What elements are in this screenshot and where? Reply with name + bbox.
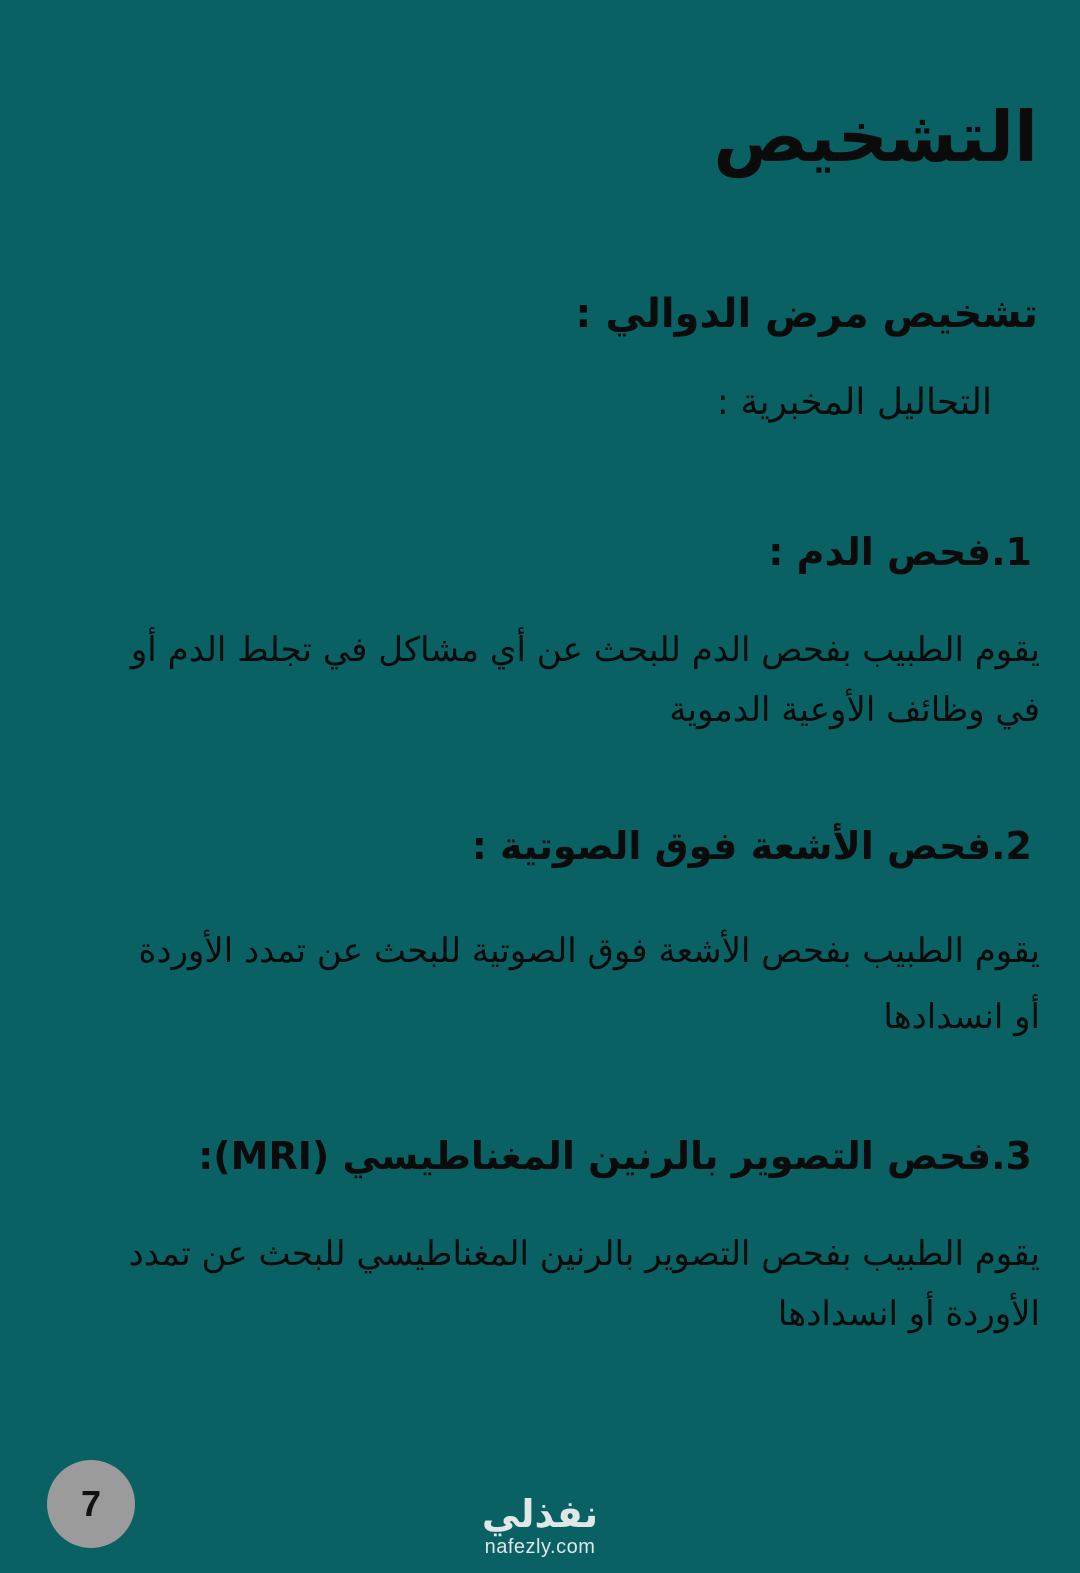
section-body-blood-test: يقوم الطبيب بفحص الدم للبحث عن أي مشاكل في تجلط الدم أو في وظائف الأوعية الدموية: [130, 630, 1040, 730]
page-number-badge: 7: [47, 1460, 135, 1548]
section-body-ultrasound: يقوم الطبيب بفحص الأشعة فوق الصوتية للبحث عن تمدد الأوردة أو انسدادها: [138, 931, 1040, 1037]
brand-logo-arabic: نفذلي: [481, 1492, 599, 1536]
lab-tests-title: التحاليل المخبرية :: [716, 382, 992, 423]
page-subtitle: تشخيص مرض الدوالي :: [575, 291, 1038, 337]
brand-logo: [440, 1492, 640, 1558]
page-title: التشخيص: [713, 96, 1038, 178]
section-body-mri: يقوم الطبيب بفحص التصوير بالرنين المغناطيسي للبحث عن تمدد الأوردة أو انسدادها: [128, 1234, 1040, 1334]
brand-logo-url: nafezly.com: [484, 1536, 596, 1558]
section-heading-blood-test: 1.فحص الدم :: [768, 530, 1032, 574]
section-heading-mri: 3.فحص التصوير بالرنين المغناطيسي (MRI):: [198, 1134, 1032, 1178]
section-heading-ultrasound: 2.فحص الأشعة فوق الصوتية :: [471, 824, 1032, 868]
